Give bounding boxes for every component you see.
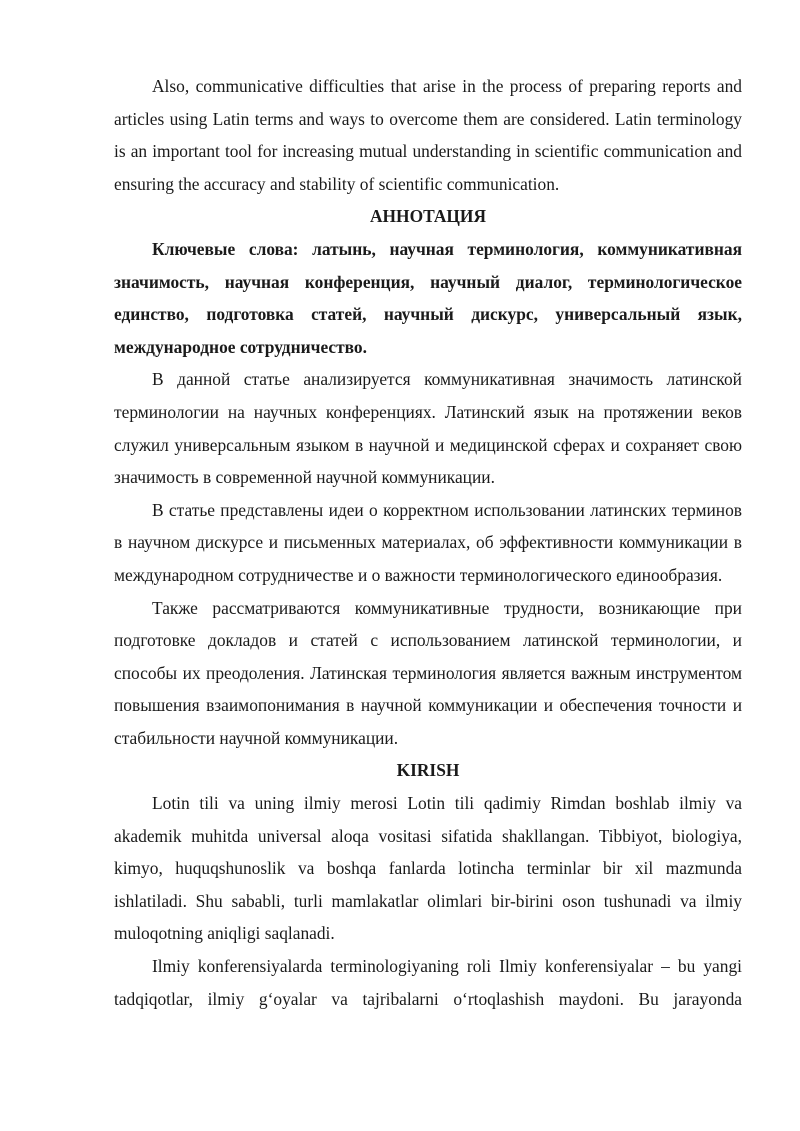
annotation-paragraph-2: В статье представлены идеи о корректном использовании латинских терминов в научном дискурсе и письменных материалах, об эффективности коммуникации в международном сотрудничестве и о важности терминологического единообразия. xyxy=(114,499,742,585)
annotation-heading: АННОТАЦИЯ xyxy=(369,206,487,227)
annotation-paragraph-3: Также рассматриваются коммуникативные трудности, возникающие при подготовке докладов и статей с использованием латинской терминологии, и способы их преодоления. Латинская терминология является важным инструментом повышения взаимопонимания в научной коммуникации и обеспечения точности и стабильности научной коммуникации. xyxy=(114,597,742,748)
introduction-heading: KIRISH xyxy=(396,760,460,781)
introduction-paragraph-2: Ilmiy konferensiyalarda terminologiyaning roli Ilmiy konferensiyalar – bu yangi tadqiqotlar, ilmiy g‘oyalar va tajribalarni o‘rtoqlashish maydoni. Bu jarayonda xyxy=(114,956,742,1009)
document-page xyxy=(114,70,742,1015)
introduction-paragraph-1: Lotin tili va uning ilmiy merosi Lotin tili qadimiy Rimdan boshlab ilmiy va akademik muhitda universal aloqa vositasi sifatida shakllangan. Tibbiyot, biologiya, kimyo, huquqshunoslik va boshqa fanlarda lotincha terminlar bir xil mazmunda ishlatiladi. Shu sababli, turli mamlakatlar olimlari bir-birini oson tushunadi va ilmiy muloqotning aniqligi saqlanadi. xyxy=(114,793,742,944)
keywords-paragraph: Ключевые слова: латынь, научная терминология, коммуникативная значимость, научная конференция, научный диалог, терминологическое единство, подготовка статей, научный дискурс, универсальный язык, международное сотрудничество. xyxy=(114,238,742,357)
paragraph-abstract-en: Also, communicative difficulties that arise in the process of preparing reports and articles using Latin terms and ways to overcome them are considered. Latin terminology is an important tool for increasing mutual understanding in scientific communication and ensuring the accuracy and stability of scientific communication. xyxy=(114,76,742,194)
annotation-paragraph-1: В данной статье анализируется коммуникативная значимость латинской терминологии на научных конференциях. Латинский язык на протяжении веков служил универсальным языком в научной и медицинской сферах и сохраняет свою значимость в современной научной коммуникации. xyxy=(114,369,742,488)
